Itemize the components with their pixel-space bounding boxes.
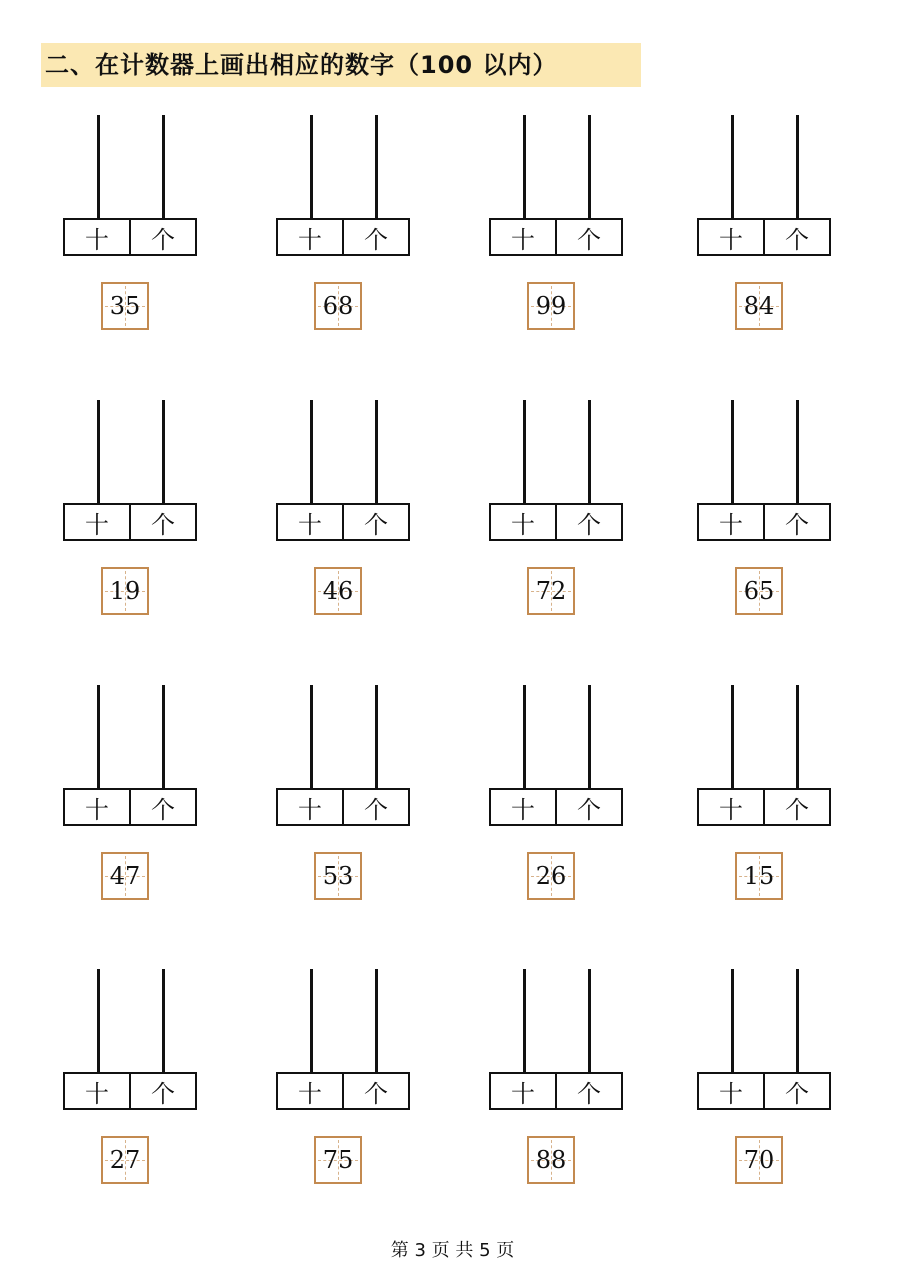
abacus-problem	[489, 400, 623, 640]
tens-label: 十	[511, 795, 535, 824]
abacus-problem	[63, 115, 197, 355]
tens-rod	[310, 685, 313, 789]
abacus-problem	[276, 400, 410, 640]
abacus-base	[697, 503, 831, 541]
abacus-base	[63, 503, 197, 541]
tens-rod	[97, 400, 100, 504]
target-number: 46	[322, 577, 354, 605]
tens-rod	[97, 685, 100, 789]
abacus-base	[276, 218, 410, 256]
abacus-problem	[697, 969, 831, 1209]
target-number-box	[735, 852, 783, 900]
abacus-base	[63, 218, 197, 256]
tens-rod	[310, 400, 313, 504]
target-number: 84	[743, 292, 775, 320]
tens-label: 十	[298, 225, 322, 254]
target-number: 70	[743, 1146, 775, 1174]
abacus-problem	[63, 969, 197, 1209]
ones-rod	[162, 969, 165, 1073]
abacus-base	[489, 788, 623, 826]
tens-rod	[523, 115, 526, 219]
abacus-base	[489, 503, 623, 541]
target-number-box	[527, 852, 575, 900]
ones-rod	[588, 115, 591, 219]
abacus-base	[63, 1072, 197, 1110]
ones-label: 个	[342, 790, 408, 824]
target-number-box	[314, 852, 362, 900]
abacus-problem	[276, 115, 410, 355]
tens-label: 十	[298, 1079, 322, 1108]
target-number-box	[735, 567, 783, 615]
abacus-problem	[697, 685, 831, 925]
abacus-problem	[276, 685, 410, 925]
tens-rod	[731, 400, 734, 504]
target-number-box	[314, 282, 362, 330]
abacus-base	[489, 1072, 623, 1110]
ones-rod	[375, 400, 378, 504]
target-number: 75	[322, 1146, 354, 1174]
ones-rod	[162, 115, 165, 219]
ones-rod	[375, 115, 378, 219]
tens-label: 十	[511, 225, 535, 254]
ones-label: 个	[342, 1074, 408, 1108]
target-number: 72	[535, 577, 567, 605]
tens-rod	[731, 969, 734, 1073]
target-number: 19	[109, 577, 141, 605]
ones-rod	[375, 969, 378, 1073]
ones-rod	[796, 969, 799, 1073]
ones-label: 个	[342, 220, 408, 254]
ones-rod	[162, 400, 165, 504]
tens-label: 十	[719, 795, 743, 824]
abacus-base	[489, 218, 623, 256]
tens-label: 十	[85, 795, 109, 824]
tens-rod	[523, 969, 526, 1073]
target-number-box	[527, 567, 575, 615]
tens-rod	[310, 115, 313, 219]
ones-label: 个	[555, 505, 621, 539]
target-number-box	[735, 282, 783, 330]
target-number: 99	[535, 292, 567, 320]
target-number: 15	[743, 862, 775, 890]
ones-rod	[588, 969, 591, 1073]
abacus-problem	[489, 115, 623, 355]
tens-rod	[731, 685, 734, 789]
target-number-box	[101, 1136, 149, 1184]
ones-rod	[588, 685, 591, 789]
tens-label: 十	[298, 795, 322, 824]
ones-rod	[375, 685, 378, 789]
target-number-box	[735, 1136, 783, 1184]
abacus-problem	[489, 969, 623, 1209]
tens-rod	[523, 685, 526, 789]
abacus-base	[697, 218, 831, 256]
target-number: 88	[535, 1146, 567, 1174]
target-number-box	[101, 567, 149, 615]
ones-rod	[588, 400, 591, 504]
tens-label: 十	[719, 1079, 743, 1108]
ones-rod	[796, 115, 799, 219]
abacus-problem	[697, 400, 831, 640]
ones-label: 个	[129, 220, 195, 254]
abacus-problem	[276, 969, 410, 1209]
tens-rod	[731, 115, 734, 219]
abacus-problem	[697, 115, 831, 355]
tens-label: 十	[85, 510, 109, 539]
abacus-problem	[63, 400, 197, 640]
abacus-base	[697, 788, 831, 826]
ones-label: 个	[342, 505, 408, 539]
target-number-box	[527, 1136, 575, 1184]
ones-label: 个	[129, 1074, 195, 1108]
tens-rod	[310, 969, 313, 1073]
tens-rod	[523, 400, 526, 504]
target-number: 35	[109, 292, 141, 320]
tens-label: 十	[511, 510, 535, 539]
abacus-base	[276, 503, 410, 541]
target-number-box	[101, 282, 149, 330]
ones-label: 个	[129, 790, 195, 824]
abacus-problem	[489, 685, 623, 925]
tens-rod	[97, 115, 100, 219]
target-number: 26	[535, 862, 567, 890]
tens-label: 十	[719, 225, 743, 254]
ones-label: 个	[129, 505, 195, 539]
tens-label: 十	[298, 510, 322, 539]
tens-label: 十	[85, 1079, 109, 1108]
ones-rod	[162, 685, 165, 789]
ones-label: 个	[555, 790, 621, 824]
ones-label: 个	[763, 1074, 829, 1108]
ones-label: 个	[763, 220, 829, 254]
target-number: 53	[322, 862, 354, 890]
target-number-box	[314, 1136, 362, 1184]
tens-label: 十	[719, 510, 743, 539]
tens-rod	[97, 969, 100, 1073]
target-number-box	[101, 852, 149, 900]
target-number: 65	[743, 577, 775, 605]
target-number-box	[314, 567, 362, 615]
tens-label: 十	[85, 225, 109, 254]
section-title: 二、在计数器上画出相应的数字（100 以内）	[41, 43, 641, 87]
ones-rod	[796, 400, 799, 504]
abacus-base	[276, 1072, 410, 1110]
target-number: 47	[109, 862, 141, 890]
target-number-box	[527, 282, 575, 330]
ones-label: 个	[555, 220, 621, 254]
abacus-problem	[63, 685, 197, 925]
abacus-base	[276, 788, 410, 826]
abacus-base	[63, 788, 197, 826]
target-number: 68	[322, 292, 354, 320]
tens-label: 十	[511, 1079, 535, 1108]
ones-rod	[796, 685, 799, 789]
ones-label: 个	[763, 505, 829, 539]
page-footer: 第 3 页 共 5 页	[390, 1240, 515, 1261]
abacus-base	[697, 1072, 831, 1110]
ones-label: 个	[555, 1074, 621, 1108]
ones-label: 个	[763, 790, 829, 824]
target-number: 27	[109, 1146, 141, 1174]
